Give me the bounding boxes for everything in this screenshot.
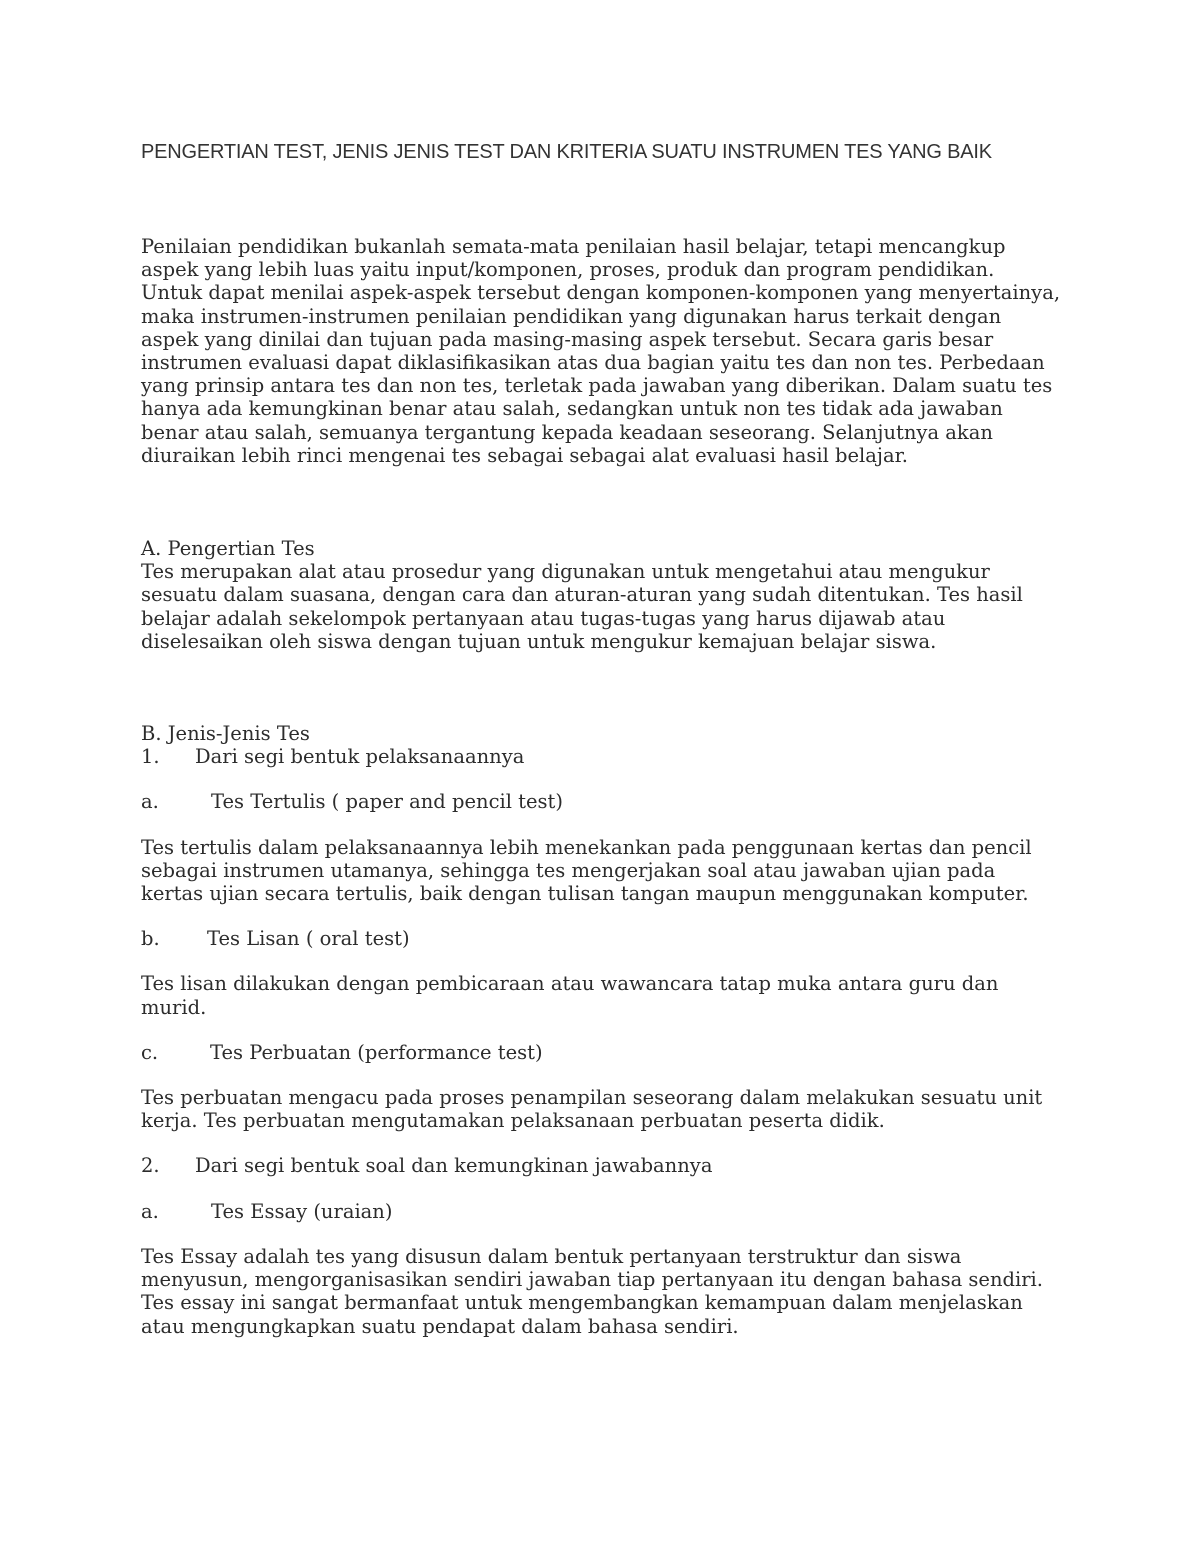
list-item-label: Tes Lisan ( oral test) <box>207 927 410 951</box>
list-item-2a-body: Tes Essay adalah tes yang disusun dalam bentuk pertanyaan terstruktur dan siswa menyusun, mengorganisasikan sendiri jawaban tiap pertanyaan itu dengan bahasa sendiri. Tes essay ini sangat bermanfaat untuk mengembangkan kemampuan dalam menjelaskan atau mengungkapkan suatu pendapat dalam bahasa sendiri. <box>141 1244 1043 1338</box>
document-page <box>141 140 1061 1338</box>
document-title: PENGERTIAN TEST, JENIS JENIS TEST DAN KRITERIA SUATU INSTRUMEN TES YANG BAIK <box>141 141 992 163</box>
section-a-body: Tes merupakan alat atau prosedur yang digunakan untuk mengetahui atau mengukur sesuatu dalam suasana, dengan cara dan aturan-aturan yang sudah ditentukan. Tes hasil belajar adalah sekelompok pertanyaan atau tugas-tugas yang harus dijawab atau diselesaikan oleh siswa dengan tujuan untuk mengukur kemajuan belajar siswa. <box>141 560 1023 653</box>
list-item-2a <box>141 1200 1061 1223</box>
list-marker: 1. <box>141 745 160 769</box>
list-item-label: Dari segi bentuk pelaksanaannya <box>195 745 525 769</box>
list-item-1a-body: Tes tertulis dalam pelaksanaannya lebih menekankan pada penggunaan kertas dan pencil sebagai instrumen utamanya, sehingga tes mengerjakan soal atau jawaban ujian pada kertas ujian secara tertulis, baik dengan tulisan tangan maupun menggunakan komputer. <box>141 835 1032 906</box>
section-a-heading: A. Pengertian Tes <box>141 537 315 561</box>
list-item-1b-body: Tes lisan dilakukan dengan pembicaraan atau wawancara tatap muka antara guru dan murid. <box>141 972 999 1019</box>
intro-paragraph: Penilaian pendidikan bukanlah semata-mata penilaian hasil belajar, tetapi mencangkup aspek yang lebih luas yaitu input/komponen, proses, produk dan program pendidikan. Untuk dapat menilai aspek-aspek tersebut dengan komponen-komponen yang menyertainya, maka instrumen-instrumen penilaian pendidikan yang digunakan harus terkait dengan aspek yang dinilai dan tujuan pada masing-masing aspek tersebut. Secara garis besar instrumen evaluasi dapat diklasifikasikan atas dua bagian yaitu tes dan non tes. Perbedaan yang prinsip antara tes dan non tes, terletak pada jawaban yang diberikan. Dalam suatu tes hanya ada kemungkinan benar atau salah, sedangkan untuk non tes tidak ada jawaban benar atau salah, semuanya tergantung kepada keadaan seseorang. Selanjutnya akan diuraikan lebih rinci mengenai tes sebagai sebagai alat evaluasi hasil belajar. <box>141 235 1061 467</box>
list-item-label: Tes Tertulis ( paper and pencil test) <box>211 790 563 814</box>
list-marker: a. <box>141 790 159 814</box>
list-item-label: Dari segi bentuk soal dan kemungkinan jawabannya <box>195 1154 713 1178</box>
list-marker: 2. <box>141 1154 160 1178</box>
list-item-2 <box>141 1154 1061 1177</box>
list-marker: c. <box>141 1040 159 1064</box>
list-item-label: Tes Essay (uraian) <box>211 1199 393 1223</box>
list-item-1c <box>141 1041 1061 1064</box>
list-item-1c-body: Tes perbuatan mengacu pada proses penampilan seseorang dalam melakukan sesuatu unit kerja. Tes perbuatan mengutamakan pelaksanaan perbuatan peserta didik. <box>141 1086 1043 1133</box>
list-marker: a. <box>141 1199 159 1223</box>
list-item-1 <box>141 745 1061 768</box>
list-item-1b <box>141 927 1061 950</box>
list-item-label: Tes Perbuatan (performance test) <box>210 1040 543 1064</box>
section-b-heading: B. Jenis-Jenis Tes <box>141 722 310 746</box>
list-marker: b. <box>141 927 160 951</box>
list-item-1a <box>141 790 1061 813</box>
